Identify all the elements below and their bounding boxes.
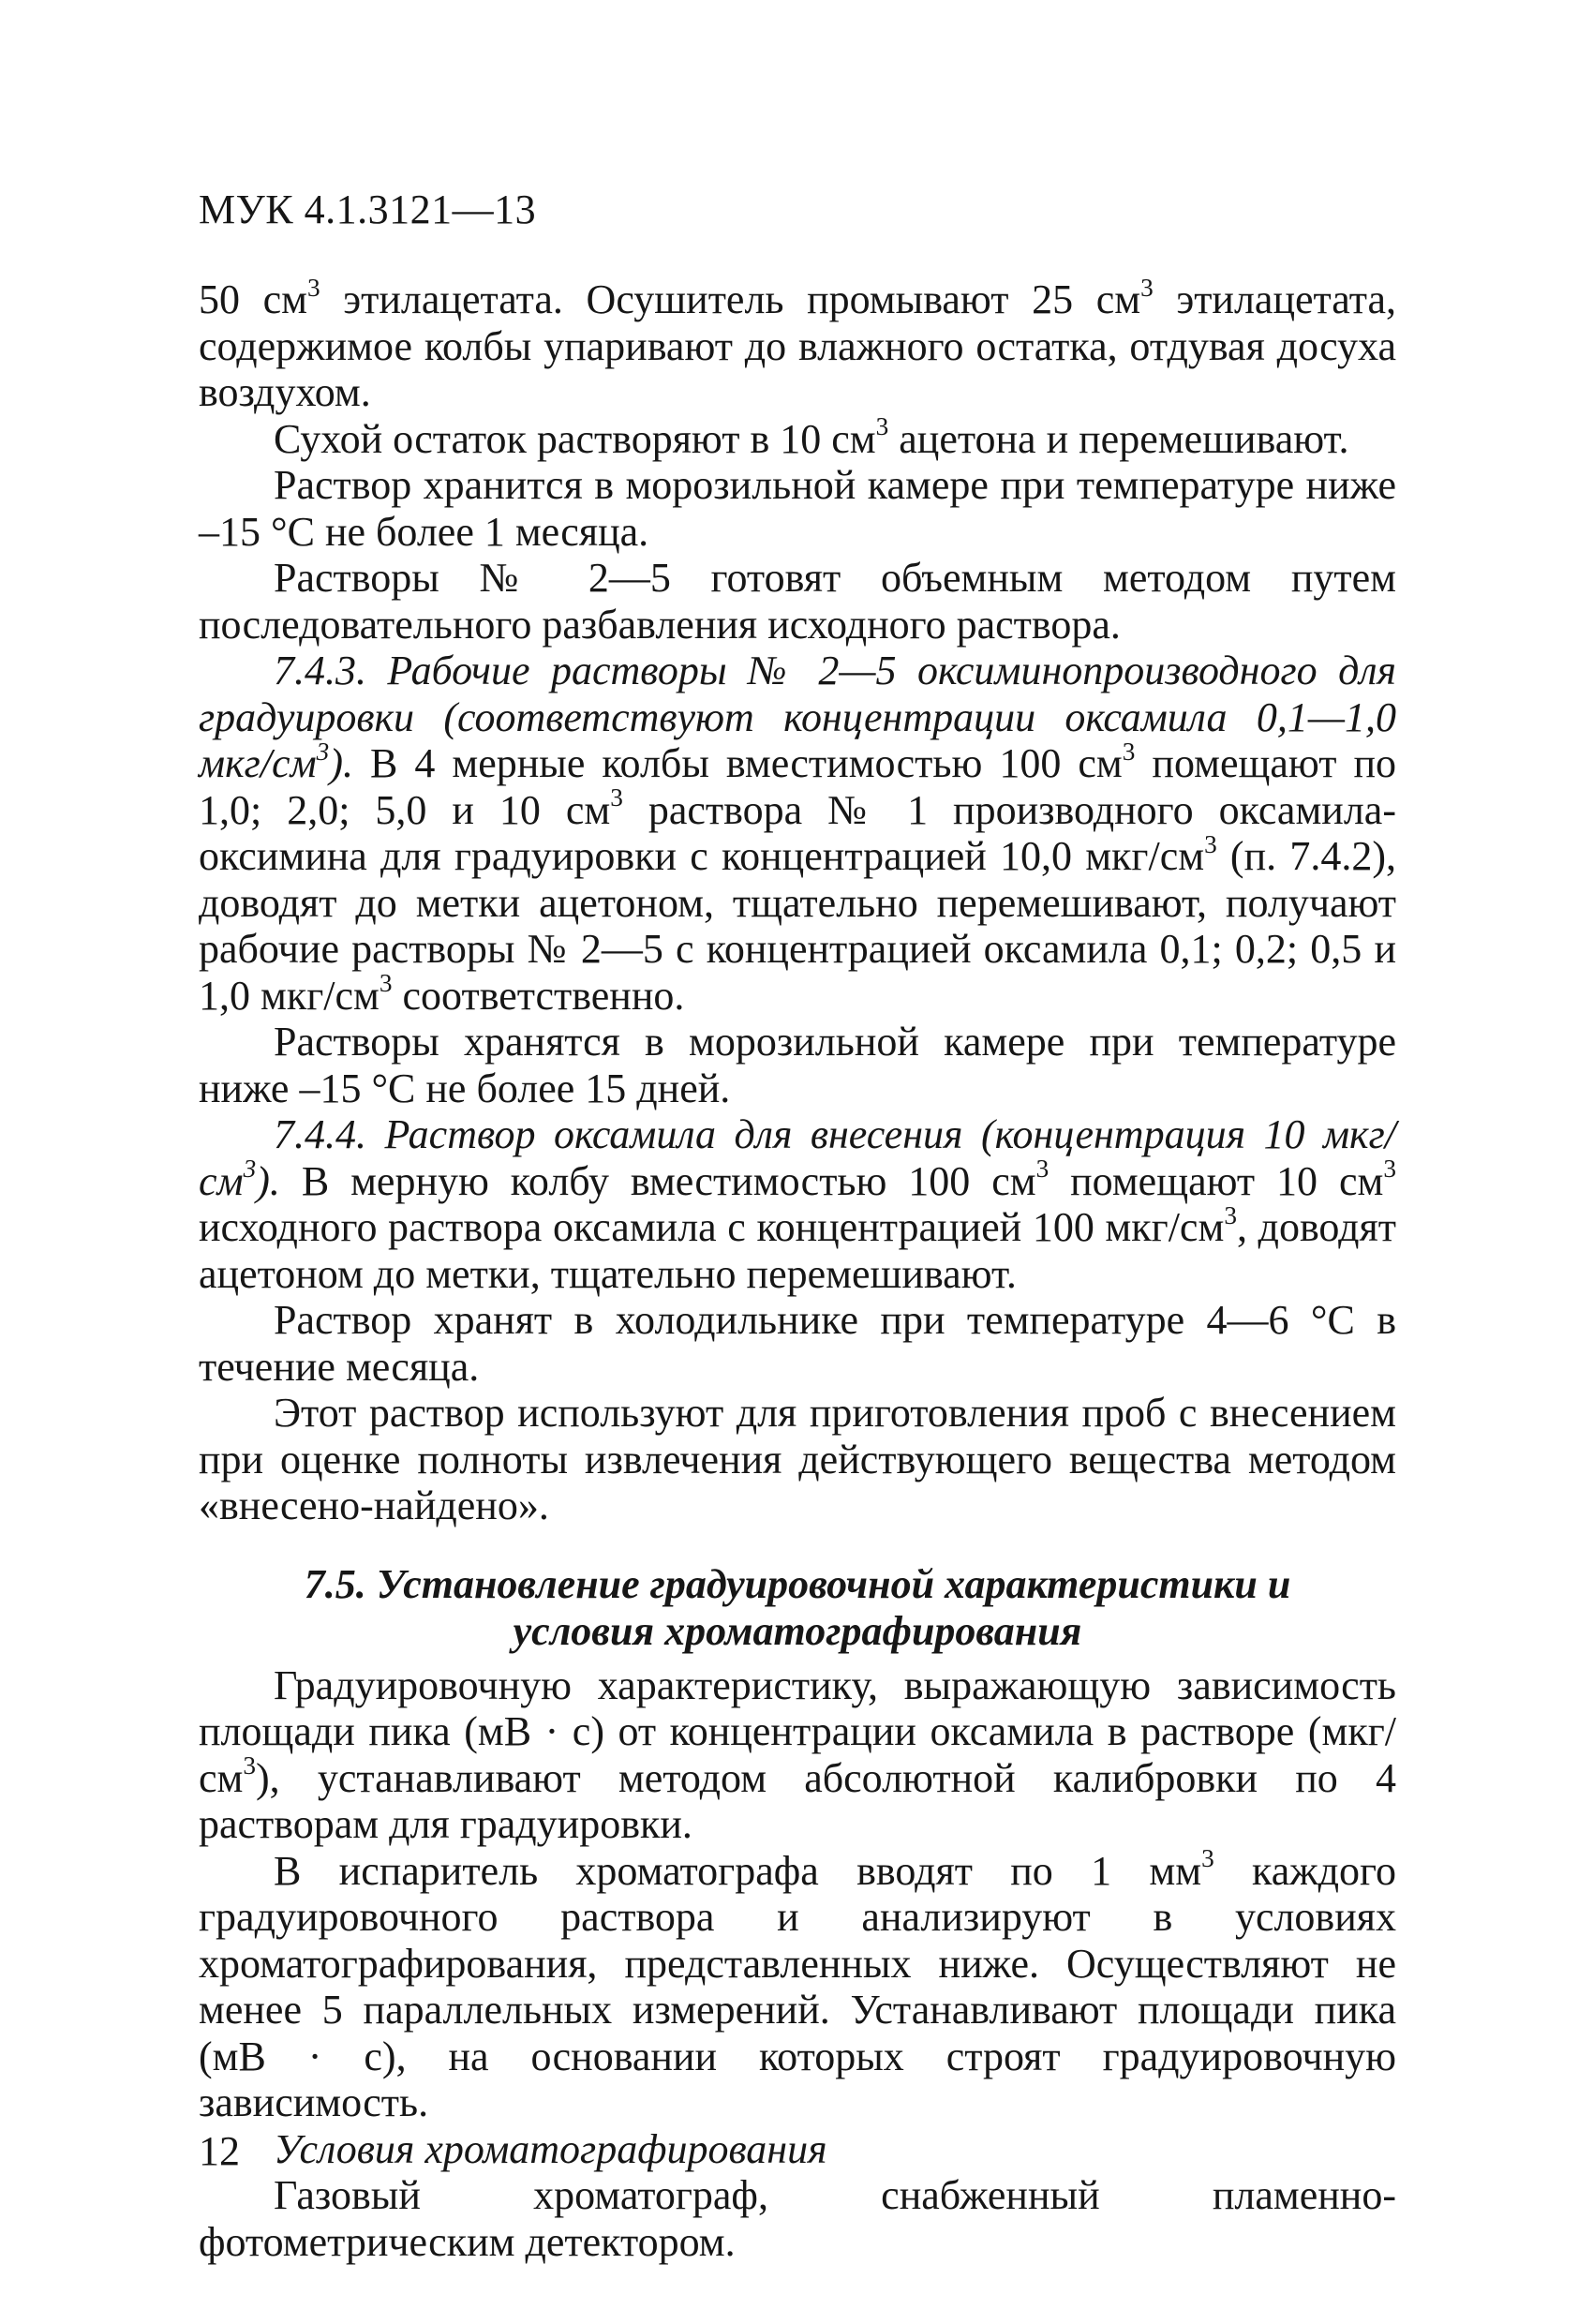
body-text — [199, 273, 1397, 2265]
document-code-header: МУК 4.1.3121—13 — [199, 186, 537, 232]
paragraph: Сухой остаток растворяют в 10 $см^3$ ацетона и перемешивают. — [274, 412, 1349, 462]
paragraph: Раствор хранят в холодильнике при температуре 4—6 °С в течение месяца. — [199, 1297, 1396, 1390]
subheading-chromatography-conditions: Условия хроматографирования — [274, 2125, 827, 2172]
paragraph: Этот раствор используют для приготовления проб с внесением при оценке полноты извлечения действующего вещества методом «внесено-найдено». — [199, 1390, 1396, 1528]
paragraph: Градуировочную характеристику, выражающую зависимость площади пика (мВ · с) от концентрации оксамила в растворе $(мкг/см^3)$, устанавливают методом абсолютной калибровки по 4 растворам для градуировки. — [199, 1661, 1396, 1847]
subsection-7-4-4: 7.4.4. Раствор оксамила для внесения (концентрация 10 мкг/$см^3$). В мерную колбу вместимостью 100 $см^3$ помещают 10 $см^3$ исходного раствора оксамила с концентрацией 100 мкг/$см^3$, доводят ацетоном до метки, тщательно перемешивают. — [199, 1111, 1397, 1297]
paragraph: Газовый хроматограф, снабженный пламенно-фотометрическим детектором. — [199, 2172, 1396, 2265]
page-number: 12 — [199, 2128, 240, 2174]
subsection-heading: 7.4.4. Раствор оксамила для внесения (концентрация 10 мкг/$см^3$). — [199, 1111, 1396, 1204]
paragraph: Растворы хранятся в морозильной камере при температуре ниже –15 °С не более 15 дней. — [199, 1019, 1396, 1111]
subsection-7-4-3: 7.4.3. Рабочие растворы № 2—5 оксиминопроизводного для градуировки (соответствуют концентрации оксамила 0,1—1,0 мкг/$см^3$). В 4 мерные колбы вместимостью 100 $см^3$ помещают по 1,0; 2,0; 5,0 и 10 $см^3$ раствора № 1 производного оксамила-оксимина для градуировки с концентрацией 10,0 мкг/$см^3$ (п. 7.4.2), доводят до метки ацетоном, тщательно перемешивают, получают рабочие растворы № 2—5 с концентрацией оксамила 0,1; 0,2; 0,5 и 1,0 мкг/$см^3$ соответственно. — [199, 648, 1396, 1019]
subsection-heading: 7.4.3. Рабочие растворы № 2—5 оксиминопроизводного для градуировки (соответствуют концентрации оксамила 0,1—1,0 мкг/$см^3$). — [199, 648, 1396, 786]
paragraph: В испаритель хроматографа вводят по 1 $мм^3$ каждого градуировочного раствора и анализируют в условиях хроматографирования, представленных ниже. Осуществляют не менее 5 параллельных измерений. Устанавливают площади пика (мВ · с), на основании которых строят градуировочную зависимость. — [199, 1844, 1396, 2125]
paragraph: Раствор хранится в морозильной камере при температуре ниже –15 °С не более 1 месяца. — [199, 462, 1396, 555]
section-title-7-5: 7.5. Установление градуировочной характеристики и условия хроматографирования — [304, 1560, 1291, 1654]
paragraph: Растворы № 2—5 готовят объемным методом путем последовательного разбавления исходного раствора. — [199, 555, 1396, 648]
paragraph: 50 $см^3$ этилацетата. Осушитель промывают 25 $см^3$ этилацетата, содержимое колбы упаривают до влажного остатка, отдувая досуха воздухом. — [199, 273, 1396, 415]
